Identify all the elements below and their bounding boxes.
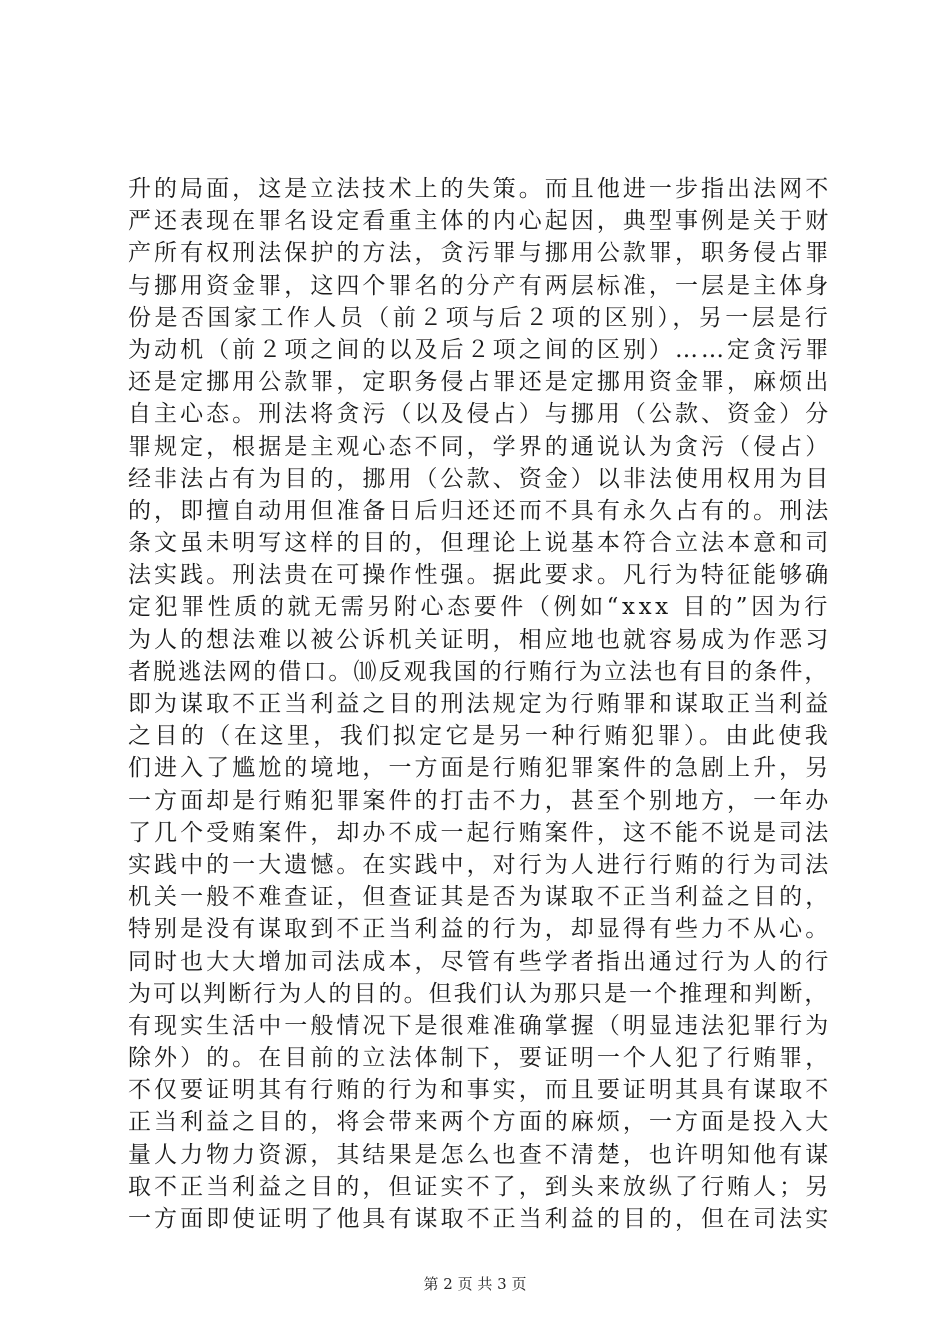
text-line: 正当利益之目的，将会带来两个方面的麻烦，一方面是投入大: [128, 1109, 832, 1136]
text-line: 机关一般不难查证，但查证其是否为谋取不正当利益之目的，: [128, 884, 832, 911]
text-line: 产所有权刑法保护的方法，贪污罪与挪用公款罪，职务侵占罪: [128, 240, 832, 267]
text-line: 了几个受贿案件，却办不成一起行贿案件，这不能不说是司法: [128, 819, 832, 846]
text-line: 还是定挪用公款罪，定职务侵占罪还是定挪用资金罪，麻烦出: [128, 369, 832, 396]
text-line: 有现实生活中一般情况下是很难准确掌握（明显违法犯罪行为: [128, 1012, 832, 1039]
text-line: 除外）的。在目前的立法体制下，要证明一个人犯了行贿罪，: [128, 1045, 832, 1072]
text-line: 定犯罪性质的就无需另附心态要件（例如“xxx 目的”因为行: [128, 594, 831, 621]
text-line: 即为谋取不正当利益之目的刑法规定为行贿罪和谋取正当利益: [128, 691, 832, 717]
text-line: 实践中的一大遗憾。在实践中，对行为人进行行贿的行为司法: [128, 851, 832, 878]
text-line: 份是否国家工作人员（前２项与后２项的区别），另一层是行: [128, 304, 832, 331]
page-footer: 第 2 页 共 3 页: [423, 1275, 527, 1293]
text-line: 法实践。刑法贵在可操作性强。据此要求。凡行为特征能够确: [128, 562, 832, 589]
text-line: 罪规定，根据是主观心态不同，学界的通说认为贪污（侵占）: [128, 433, 832, 460]
text-line: 的，即擅自动用但准备日后归还还而不具有永久占有的。刑法: [128, 497, 832, 524]
text-line: 一方面却是行贿犯罪案件的打击不力，甚至个别地方，一年办: [128, 787, 832, 814]
text-line: 取不正当利益之目的，但证实不了，到头来放纵了行贿人；另: [128, 1173, 832, 1200]
text-line: 特别是没有谋取到不正当利益的行为，却显得有些力不从心。: [128, 916, 832, 943]
text-line: 条文虽未明写这样的目的，但理论上说基本符合立法本意和司: [128, 530, 832, 557]
text-line: 升的局面，这是立法技术上的失策。而且他进一步指出法网不: [128, 176, 832, 202]
text-line: 与挪用资金罪，这四个罪名的分产有两层标准，一层是主体身: [128, 272, 832, 299]
body-text: [128, 173, 832, 1235]
text-line: 之目的（在这里，我们拟定它是另一种行贿犯罪）。由此使我: [128, 723, 832, 750]
text-line: 一方面即使证明了他具有谋取不正当利益的目的，但在司法实: [128, 1206, 832, 1232]
text-line: 不仅要证明其有行贿的行为和事实，而且要证明其具有谋取不: [128, 1077, 832, 1104]
text-line: 同时也大大增加司法成本，尽管有些学者指出通过行为人的行: [128, 948, 832, 975]
text-line: 为人的想法难以被公诉机关证明，相应地也就容易成为作恶习: [128, 626, 832, 653]
text-line: 为可以判断行为人的目的。但我们认为那只是一个推理和判断，: [128, 980, 830, 1007]
text-line: 为动机（前２项之间的以及后２项之间的区别）……定贪污罪: [128, 336, 832, 363]
text-line: 自主心态。刑法将贪污（以及侵占）与挪用（公款、资金）分: [128, 401, 832, 428]
text-line: 们进入了尴尬的境地，一方面是行贿犯罪案件的急剧上升，另: [128, 755, 832, 782]
text-line: 者脱逃法网的借口。⑽反观我国的行贿行为立法也有目的条件，: [128, 658, 830, 685]
text-line: 严还表现在罪名设定看重主体的内心起因，典型事例是关于财: [128, 208, 832, 235]
text-line: 经非法占有为目的，挪用（公款、资金）以非法使用权用为目: [128, 465, 832, 492]
text-line: 量人力物力资源，其结果是怎么也查不清楚，也许明知他有谋: [128, 1141, 832, 1168]
